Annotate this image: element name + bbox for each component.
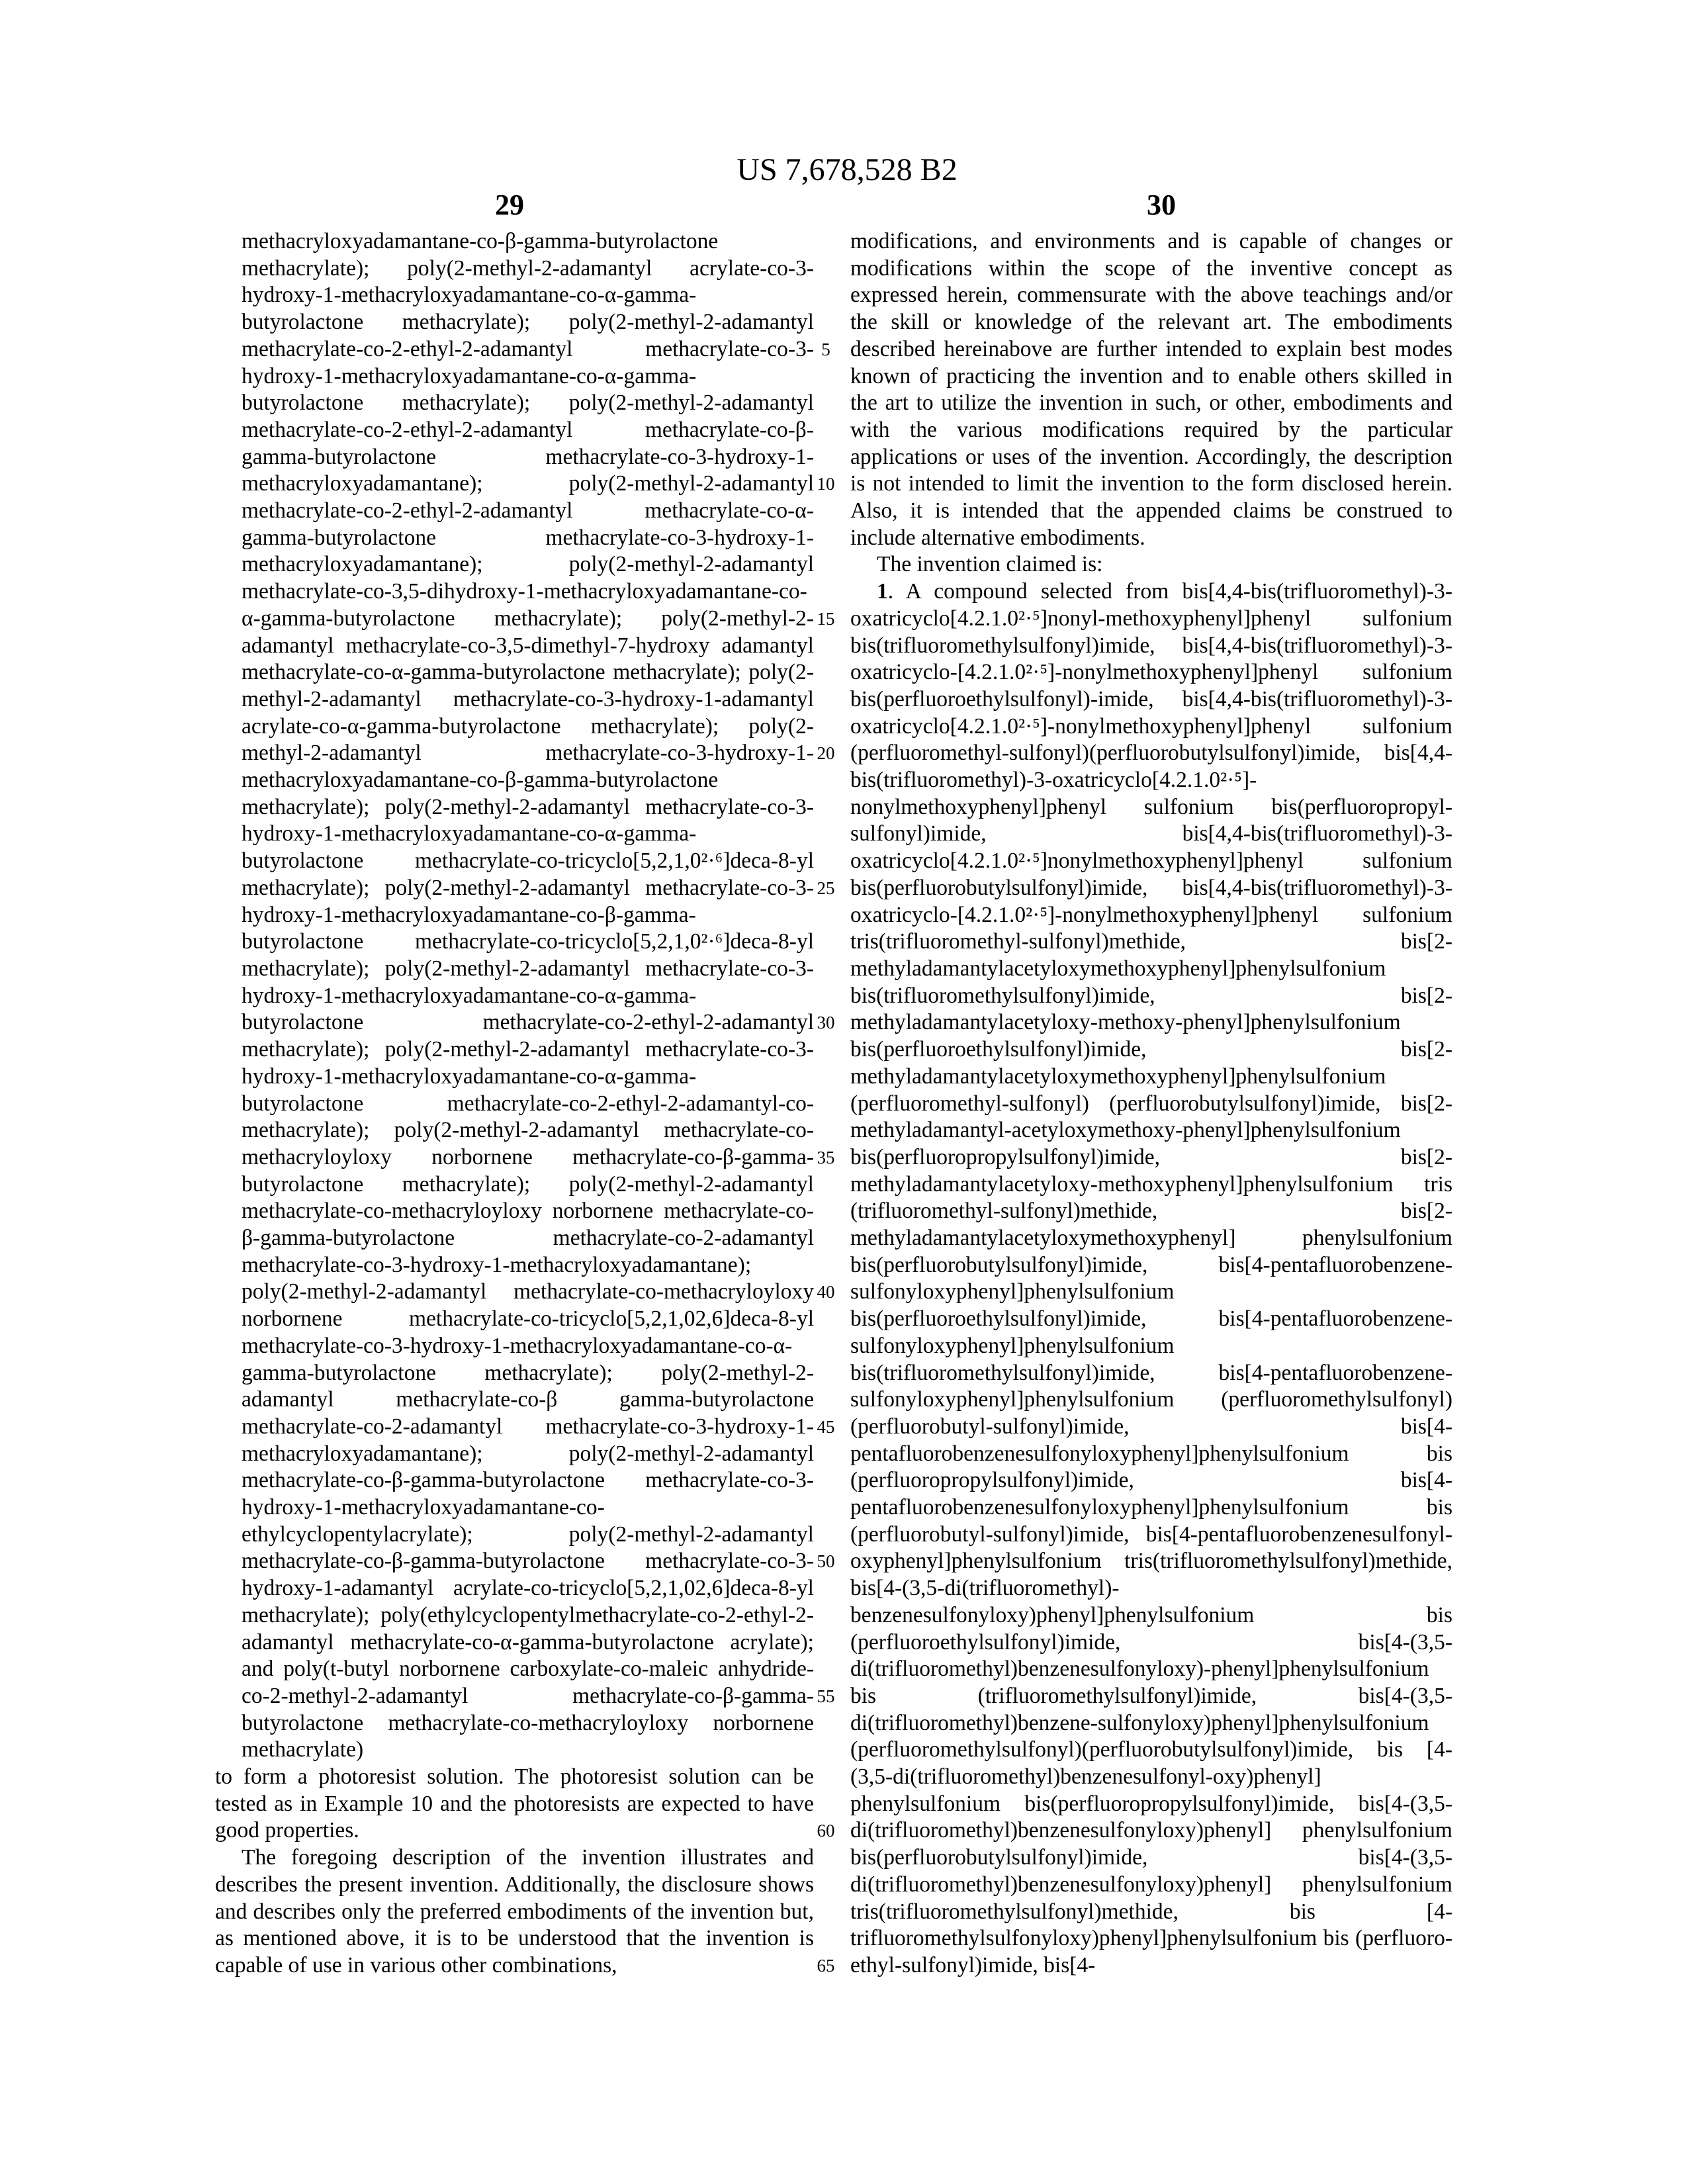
line-number: 60	[809, 1817, 843, 1844]
continuation-paragraph: to form a photoresist solution. The photoresist solution can be tested as in Example 10 and the photoresists are expected to have good properties.	[215, 1764, 814, 1844]
body-paragraph: The foregoing description of the invention illustrates and describes the present invention. Additionally, the disclosure shows and describes only the preferred embodiments of the invention but, as mentioned above, it is to be understood that the invention is capable of use in various other combinations,	[215, 1844, 814, 1979]
line-number: 40	[809, 1279, 843, 1306]
line-number: 10	[809, 471, 843, 498]
line-number: 15	[809, 606, 843, 633]
line-number: 5	[809, 336, 843, 363]
line-number: 25	[809, 875, 843, 902]
right-column	[850, 228, 1452, 1979]
claim-text: . A compound selected from bis[4,4-bis(trifluoromethyl)-3-oxatricyclo[4.2.1.0²·⁵]nonyl-methoxyphenyl]phenyl sulfonium bis(trifluoromethylsulfonyl)imide, bis[4,4-bis(trifluoromethyl)-3-oxatricyclo-[4.2.1.0²·⁵]-nonylmethoxyphenyl]phenyl sulfonium bis(perfluoroethylsulfonyl)-imide, bis[4,4-bis(trifluoromethyl)-3-oxatricyclo[4.2.1.0²·⁵]-nonylmethoxyphenyl]phenyl sulfonium (perfluoromethyl-sulfonyl)(perfluorobutylsulfonyl)imide, bis[4,4-bis(trifluoromethyl)-3-oxatricyclo[4.2.1.0²·⁵]-nonylmethoxyphenyl]phenyl sulfonium bis(perfluoropropyl-sulfonyl)imide, bis[4,4-bis(trifluoromethyl)-3-oxatricyclo[4.2.1.0²·⁵]nonylmethoxyphenyl]phenyl sulfonium bis(perfluorobutylsulfonyl)imide, bis[4,4-bis(trifluoromethyl)-3-oxatricyclo-[4.2.1.0²·⁵]-nonylmethoxyphenyl]phenyl sulfonium tris(trifluoromethyl-sulfonyl)methide, bis[2-methyladamantylacetyloxymethoxyphenyl]phenylsulfonium bis(trifluoromethylsulfonyl)imide, bis[2-methyladamantylacetyloxy-methoxy-phenyl]phenylsulfonium bis(perfluoroethylsulfonyl)imide, bis[2-methyladamantylacetyloxymethoxyphenyl]phenylsulfonium (perfluoromethyl-sulfonyl) (perfluorobutylsulfonyl)imide, bis[2-methyladamantyl-acetyloxymethoxy-phenyl]phenylsulfonium bis(perfluoropropylsulfonyl)imide, bis[2-methyladamantylacetyloxy-methoxyphenyl]phenylsulfonium tris (trifluoromethyl-sulfonyl)methide, bis[2-methyladamantylacetyloxymethoxyphenyl] phenylsulfonium bis(perfluorobutylsulfonyl)imide, bis[4-pentafluorobenzene-sulfonyloxyphenyl]phenylsulfonium bis(perfluoroethylsulfonyl)imide, bis[4-pentafluorobenzene-sulfonyloxyphenyl]phenylsulfonium bis(trifluoromethylsulfonyl)imide, bis[4-pentafluorobenzene-sulfonyloxyphenyl]phenylsulfonium (perfluoromethylsulfonyl) (perfluorobutyl-sulfonyl)imide, bis[4-pentafluorobenzenesulfonyloxyphenyl]phenylsulfonium bis (perfluoropropylsulfonyl)imide, bis[4-pentafluorobenzenesulfonyloxyphenyl]phenylsulfonium bis (perfluorobutyl-sulfonyl)imide, bis[4-pentafluorobenzenesulfonyl-oxyphenyl]phenylsulfonium tris(trifluoromethylsulfonyl)methide, bis[4-(3,5-di(trifluoromethyl)-benzenesulfonyloxy)phenyl]phenylsulfonium bis (perfluoroethylsulfonyl)imide, bis[4-(3,5-di(trifluoromethyl)benzenesulfonyloxy)-phenyl]phenylsulfonium bis (trifluoromethylsulfonyl)imide, bis[4-(3,5-di(trifluoromethyl)benzene-sulfonyloxy)phenyl]phenylsulfonium (perfluoromethylsulfonyl)(perfluorobutylsulfonyl)imide, bis [4-(3,5-di(trifluoromethyl)benzenesulfonyl-oxy)phenyl] phenylsulfonium bis(perfluoropropylsulfonyl)imide, bis[4-(3,5-di(trifluoromethyl)benzenesulfonyloxy)phenyl] phenylsulfonium bis(perfluorobutylsulfonyl)imide, bis[4-(3,5-di(trifluoromethyl)benzenesulfonyloxy)phenyl] phenylsulfonium tris(trifluoromethylsulfonyl)methide, bis [4-trifluoromethylsulfonyloxy)phenyl]phenylsulfonium bis (perfluoro-ethyl-sulfonyl)imide, bis[4-	[850, 579, 1452, 1978]
line-number: 50	[809, 1548, 843, 1575]
line-number: 55	[809, 1683, 843, 1710]
patent-number-header: US 7,678,528 B2	[0, 152, 1694, 188]
line-number: 30	[809, 1009, 843, 1036]
claim-number: 1	[877, 579, 888, 604]
line-number: 35	[809, 1144, 843, 1171]
line-number: 20	[809, 740, 843, 767]
page-number-left: 29	[443, 189, 576, 222]
left-column	[215, 228, 814, 1979]
line-number: 45	[809, 1414, 843, 1441]
claim-1	[850, 578, 1452, 1979]
claims-intro: The invention claimed is:	[850, 551, 1452, 578]
page-number-right: 30	[1095, 189, 1227, 222]
body-paragraph-continued: modifications, and environments and is capable of changes or modifications within the scope of the inventive concept as expressed herein, commensurate with the above teachings and/or the skill or knowledge of the relevant art. The embodiments described hereinabove are further intended to explain best modes known of practicing the invention and to enable others skilled in the art to utilize the invention in such, or other, embodiments and with the various modifications required by the particular applications or uses of the invention. Accordingly, the description is not intended to limit the invention to the form disclosed herein. Also, it is intended that the appended claims be construed to include alternative embodiments.	[850, 228, 1452, 551]
line-number: 65	[809, 1952, 843, 1979]
polymer-list: methacryloxyadamantane-co-β-gamma-butyrolactone methacrylate); poly(2-methyl-2-adamantyl acrylate-co-3-hydroxy-1-methacryloxyadamantane-co-α-gamma-butyrolactone methacrylate); poly(2-methyl-2-adamantyl methacrylate-co-2-ethyl-2-adamantyl methacrylate-co-3-hydroxy-1-methacryloxyadamantane-co-α-gamma-butyrolactone methacrylate); poly(2-methyl-2-adamantyl methacrylate-co-2-ethyl-2-adamantyl methacrylate-co-β-gamma-butyrolactone methacrylate-co-3-hydroxy-1-methacryloxyadamantane); poly(2-methyl-2-adamantyl methacrylate-co-2-ethyl-2-adamantyl methacrylate-co-α-gamma-butyrolactone methacrylate-co-3-hydroxy-1-methacryloxyadamantane); poly(2-methyl-2-adamantyl methacrylate-co-3,5-dihydroxy-1-methacryloxyadamantane-co-α-gamma-butyrolactone methacrylate); poly(2-methyl-2-adamantyl methacrylate-co-3,5-dimethyl-7-hydroxy adamantyl methacrylate-co-α-gamma-butyrolactone methacrylate); poly(2-methyl-2-adamantyl methacrylate-co-3-hydroxy-1-adamantyl acrylate-co-α-gamma-butyrolactone methacrylate); poly(2-methyl-2-adamantyl methacrylate-co-3-hydroxy-1-methacryloxyadamantane-co-β-gamma-butyrolactone methacrylate); poly(2-methyl-2-adamantyl methacrylate-co-3-hydroxy-1-methacryloxyadamantane-co-α-gamma-butyrolactone methacrylate-co-tricyclo[5,2,1,0²·⁶]deca-8-yl methacrylate); poly(2-methyl-2-adamantyl methacrylate-co-3-hydroxy-1-methacryloxyadamantane-co-β-gamma-butyrolactone methacrylate-co-tricyclo[5,2,1,0²·⁶]deca-8-yl methacrylate); poly(2-methyl-2-adamantyl methacrylate-co-3-hydroxy-1-methacryloxyadamantane-co-α-gamma-butyrolactone methacrylate-co-2-ethyl-2-adamantyl methacrylate); poly(2-methyl-2-adamantyl methacrylate-co-3-hydroxy-1-methacryloxyadamantane-co-α-gamma-butyrolactone methacrylate-co-2-ethyl-2-adamantyl-co-methacrylate); poly(2-methyl-2-adamantyl methacrylate-co-methacryloyloxy norbornene methacrylate-co-β-gamma-butyrolactone methacrylate); poly(2-methyl-2-adamantyl methacrylate-co-methacryloyloxy norbornene methacrylate-co-β-gamma-butyrolactone methacrylate-co-2-adamantyl methacrylate-co-3-hydroxy-1-methacryloxyadamantane); poly(2-methyl-2-adamantyl methacrylate-co-methacryloyloxy norbornene methacrylate-co-tricyclo[5,2,1,02,6]deca-8-yl methacrylate-co-3-hydroxy-1-methacryloxyadamantane-co-α-gamma-butyrolactone methacrylate); poly(2-methyl-2-adamantyl methacrylate-co-β gamma-butyrolactone methacrylate-co-2-adamantyl methacrylate-co-3-hydroxy-1-methacryloxyadamantane); poly(2-methyl-2-adamantyl methacrylate-co-β-gamma-butyrolactone methacrylate-co-3-hydroxy-1-methacryloxyadamantane-co-ethylcyclopentylacrylate); poly(2-methyl-2-adamantyl methacrylate-co-β-gamma-butyrolactone methacrylate-co-3-hydroxy-1-adamantyl acrylate-co-tricyclo[5,2,1,02,6]deca-8-yl methacrylate); poly(ethylcyclopentylmethacrylate-co-2-ethyl-2-adamantyl methacrylate-co-α-gamma-butyrolactone acrylate); and poly(t-butyl norbornene carboxylate-co-maleic anhydride-co-2-methyl-2-adamantyl methacrylate-co-β-gamma-butyrolactone methacrylate-co-methacryloyloxy norbornene methacrylate)	[215, 228, 814, 1764]
